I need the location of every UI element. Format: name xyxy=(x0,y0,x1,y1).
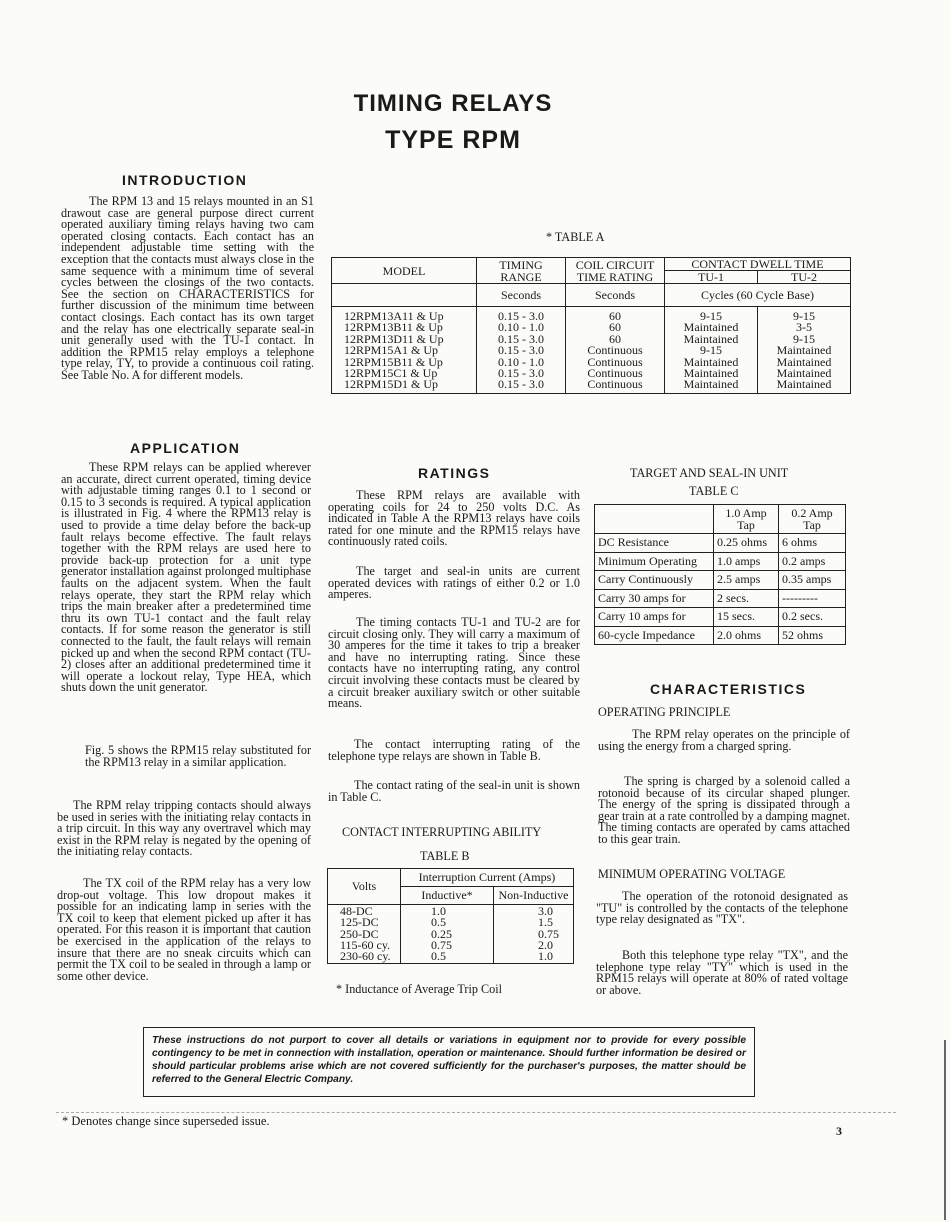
table-a-tu2-col xyxy=(758,307,851,394)
table-b-volts-header: Volts xyxy=(328,869,401,905)
table-a-caption: * TABLE A xyxy=(546,230,605,244)
characteristics-paragraph-1: The RPM relay operates on the principle of using the energy from a charged spring. xyxy=(598,727,850,753)
table-cell: Maintained xyxy=(683,331,739,346)
table-cell: Continuous xyxy=(587,377,643,392)
table-row: 12RPM15C1 & Up xyxy=(344,366,438,381)
table-cell: 0.75 xyxy=(431,937,452,952)
table-cell: 0.5 xyxy=(431,915,446,930)
table-a-tu2-header: TU-2 xyxy=(758,271,851,284)
page-subtitle: TYPE RPM xyxy=(385,126,521,154)
table-b-inductive-header: Inductive* xyxy=(401,887,494,905)
table-a-model-subheader xyxy=(332,284,477,307)
application-heading: APPLICATION xyxy=(130,440,241,456)
footer-note: * Denotes change since superseded issue. xyxy=(62,1114,270,1128)
characteristics-heading: CHARACTERISTICS xyxy=(650,681,807,697)
table-cell: Continuous xyxy=(587,354,643,369)
table-cell: 0.2 secs. xyxy=(779,608,846,627)
table-cell: Carry 30 amps for xyxy=(595,589,714,608)
characteristics-paragraph-3: The operation of the rotonoid designated as "TU" is controlled by the contacts of the telephone type relay designated as "TX". xyxy=(596,889,848,927)
table-b-noninductive-header: Non-Inductive xyxy=(494,887,574,905)
table-cell: Maintained xyxy=(776,343,832,358)
table-cell: 52 ohms xyxy=(779,626,846,645)
table-cell: 0.15 - 3.0 xyxy=(498,343,544,358)
table-c-blank xyxy=(595,505,714,534)
table-row: 12RPM13D11 & Up xyxy=(344,331,444,346)
table-cell: 0.15 - 3.0 xyxy=(498,366,544,381)
footer-rule xyxy=(56,1112,896,1113)
table-cell: 60-cycle Impedance xyxy=(595,626,714,645)
table-a-models-col xyxy=(332,307,477,394)
minimum-voltage-subheading: MINIMUM OPERATING VOLTAGE xyxy=(598,867,786,881)
ratings-paragraph-4: The contact interrupting rating of the telephone type relays are shown in Table B. xyxy=(328,737,580,763)
table-cell: 3-5 xyxy=(796,320,812,335)
table-b-inductive-col xyxy=(401,905,494,964)
table-cell: 125-DC xyxy=(340,915,379,930)
table-cell: 9-15 xyxy=(793,331,815,346)
table-cell: 250-DC xyxy=(340,926,379,941)
page-number: 3 xyxy=(836,1124,842,1138)
table-cell: 0.25 ohms xyxy=(714,534,779,553)
table-cell: Carry 10 amps for xyxy=(595,608,714,627)
table-cell: Continuous xyxy=(587,343,643,358)
table-c-title: TARGET AND SEAL-IN UNIT xyxy=(630,466,789,480)
table-cell: 48-DC xyxy=(340,904,373,918)
table-a-model-header: MODEL xyxy=(332,258,477,284)
table-row xyxy=(595,534,846,553)
table-row: 12RPM13B11 & Up xyxy=(344,320,443,335)
table-row: 12RPM15D1 & Up xyxy=(344,377,439,392)
table-cell: 0.10 - 1.0 xyxy=(498,320,544,335)
table-cell: 2.0 ohms xyxy=(714,626,779,645)
table-cell: Maintained xyxy=(683,320,739,335)
table-cell: 0.10 - 1.0 xyxy=(498,354,544,369)
table-b-caption: TABLE B xyxy=(420,849,470,863)
ratings-paragraph-1: These RPM relays are available with operating coils for 24 to 250 volts D.C. As indicated in Table A the RPM13 relays have coils rated for one minute and the RPM15 relays have continuously rated coils. xyxy=(328,488,580,549)
table-a-cycles: Cycles (60 Cycle Base) xyxy=(665,284,851,307)
table-c xyxy=(594,504,846,645)
table-cell: 3.0 xyxy=(538,904,553,918)
table-a-seconds2: Seconds xyxy=(566,284,665,307)
table-cell: 60 xyxy=(609,331,621,346)
table-b-footnote: * Inductance of Average Trip Coil xyxy=(336,982,502,996)
table-cell: 9-15 xyxy=(700,309,722,323)
page-title: TIMING RELAYS xyxy=(353,90,553,117)
ratings-paragraph-2: The target and seal-in units are current operated devices with ratings of either 0.2 or 1.0 amperes. xyxy=(328,564,580,602)
table-cell: Maintained xyxy=(683,366,739,381)
characteristics-paragraph-4: Both this telephone type relay "TX", and the telephone type relay "TY" which is used in the RPM15 relays will operate at 80% of rated voltage or above. xyxy=(596,948,848,997)
table-cell: Maintained xyxy=(683,354,739,369)
table-cell: Continuous xyxy=(587,366,643,381)
table-cell: 1.0 xyxy=(431,904,446,918)
table-cell: 0.25 xyxy=(431,926,452,941)
table-row xyxy=(595,626,846,645)
table-cell: 115-60 cy. xyxy=(340,937,391,952)
table-a-range-col xyxy=(477,307,566,394)
table-row: 12RPM13A11 & Up xyxy=(344,309,444,323)
application-paragraph-2: Fig. 5 shows the RPM15 relay substituted for the RPM13 relay in a similar application. xyxy=(85,743,311,769)
table-cell: --------- xyxy=(779,589,846,608)
table-a-coil-header: COIL CIRCUIT TIME RATING xyxy=(566,258,665,284)
table-cell: 6 ohms xyxy=(779,534,846,553)
table-b-title: CONTACT INTERRUPTING ABILITY xyxy=(342,825,542,839)
table-cell: 230-60 cy. xyxy=(340,949,391,964)
table-row xyxy=(595,571,846,590)
table-a-tu1-header: TU-1 xyxy=(665,271,758,284)
table-row xyxy=(595,589,846,608)
application-paragraph-4: The TX coil of the RPM relay has a very low drop-out voltage. This low dropout makes it possible for an indicating lamp in series with the TX coil to keep that element picked up after it has operated. For this reason it is important that caution be exercised in the application of the relays to insure that there are no sneak circuits which can permit the TX coil to be sealed in through a lamp or some other device. xyxy=(57,876,311,983)
table-cell: Maintained xyxy=(776,354,832,369)
table-c-caption: TABLE C xyxy=(689,484,739,498)
ratings-paragraph-5: The contact rating of the seal-in unit is shown in Table C. xyxy=(328,778,580,804)
characteristics-paragraph-2: The spring is charged by a solenoid called a rotonoid because of its circular shaped plunger. The energy of the spring is dissipated through a gear train at a rate controlled by a damping magnet. The timing contacts are operated by cams attached to this gear train. xyxy=(598,774,850,846)
table-cell: 60 xyxy=(609,320,621,335)
table-cell: 9-15 xyxy=(793,309,815,323)
table-cell: Minimum Operating xyxy=(595,552,714,571)
table-row: 12RPM15A1 & Up xyxy=(344,343,439,358)
table-cell: 0.5 xyxy=(431,949,446,964)
table-cell: 0.2 amps xyxy=(779,552,846,571)
ratings-paragraph-3: The timing contacts TU-1 and TU-2 are for circuit closing only. They will carry a maximum of 30 amperes for the time it takes to trip a breaker and have no interrupting rating. Since these contacts have no interrupting rating, any control circuit involving these contacts must be cleared by a circuit breaker auxiliary switch or other suitable means. xyxy=(328,615,580,711)
table-cell: 2 secs. xyxy=(714,589,779,608)
table-a-seconds1: Seconds xyxy=(477,284,566,307)
table-a-coil-col xyxy=(566,307,665,394)
scan-edge xyxy=(944,1040,946,1220)
table-row xyxy=(595,608,846,627)
table-c-02amp-header: 0.2 Amp Tap xyxy=(779,505,846,534)
table-row: 12RPM15B11 & Up xyxy=(344,354,443,369)
table-cell: 0.15 - 3.0 xyxy=(498,331,544,346)
table-cell: DC Resistance xyxy=(595,534,714,553)
table-b-current-header: Interruption Current (Amps) xyxy=(401,869,574,887)
table-a-dwell-header: CONTACT DWELL TIME xyxy=(665,258,851,271)
table-a-tu1-col xyxy=(665,307,758,394)
table-cell: 0.35 amps xyxy=(779,571,846,590)
disclaimer-notice: These instructions do not purport to cover all details or variations in equipment nor to provide for every possible contingency to be met in connection with installation, operation or maintenance. Should further information be desired or should particular problems arise which are not covered sufficiently for the purchaser's purposes, the matter should be referred to the General Electric Company. xyxy=(143,1027,755,1097)
table-cell: Maintained xyxy=(776,377,832,392)
table-cell: 0.75 xyxy=(538,926,559,941)
table-cell: 9-15 xyxy=(700,343,722,358)
application-paragraph-1: These RPM relays can be applied wherever an accurate, direct current operated, timing device with adjustable timing ranges 0.1 to 1 second or 0.15 to 3 seconds is required. A typical application is illustrated in Fig. 4 where the RPM13 relay is used to provide a time delay before the back-up fault relays become effective. The fault relays together with the RPM relays are used here to provide back-up protection for a unit type generator installation against prolonged multiphase faults on the adjacent system. When the fault relays operate, they start the RPM relay which trips the main breaker after a predetermined time thru its own TU-1 contact and the fault relay contacts. If for some reason the generator is still connected to the fault, the fault relays will remain picked up and when the second RPM contact (TU-2) closes after an additional predetermined time it will operate a lockout relay, Type HEA, which shuts down the unit generator. xyxy=(61,460,311,695)
table-c-1amp-header: 1.0 Amp Tap xyxy=(714,505,779,534)
table-cell: 2.5 amps xyxy=(714,571,779,590)
table-a xyxy=(331,257,851,394)
table-cell: Maintained xyxy=(683,377,739,392)
introduction-text: The RPM 13 and 15 relays mounted in an S1 drawout case are general purpose direct current operated auxiliary timing relays having two cam operated closing contacts. Each contact has an independent adjustable time setting with the exception that the contacts must always close in the same sequence with a minimum time of several cycles between the closings of the two contacts. See the section on CHARACTERISTICS for further discussion of the minimum time between contact closings. Each contact has its own target and the relay has one electrically separate seal-in unit generally used with the TU-1 contact. In addition the RPM15 relay employs a telephone type relay, TY, to provide a continuous coil rating. See Table No. A for different models. xyxy=(61,194,314,382)
table-row xyxy=(595,552,846,571)
table-b xyxy=(327,868,574,964)
table-a-timing-header: TIMING RANGE xyxy=(477,258,566,284)
table-b-noninductive-col xyxy=(494,905,574,964)
table-b-volts-col xyxy=(328,905,401,964)
application-paragraph-3: The RPM relay tripping contacts should always be used in series with the initiating relay contacts in a trip circuit. In this way any overtravel which may exist in the RPM relay is negated by the opening of the initiating relay contacts. xyxy=(57,798,311,859)
table-cell: 0.15 - 3.0 xyxy=(498,377,544,392)
table-cell: 0.15 - 3.0 xyxy=(498,309,544,323)
introduction-heading: INTRODUCTION xyxy=(122,172,248,188)
table-cell: Maintained xyxy=(776,366,832,381)
table-cell: 15 secs. xyxy=(714,608,779,627)
operating-principle-subheading: OPERATING PRINCIPLE xyxy=(598,705,731,719)
table-cell: 1.0 xyxy=(538,949,553,964)
table-cell: 1.5 xyxy=(538,915,553,930)
table-cell: 60 xyxy=(609,309,621,323)
table-cell: Carry Continuously xyxy=(595,571,714,590)
table-cell: 1.0 amps xyxy=(714,552,779,571)
table-cell: 2.0 xyxy=(538,937,553,952)
ratings-heading: RATINGS xyxy=(418,465,491,481)
